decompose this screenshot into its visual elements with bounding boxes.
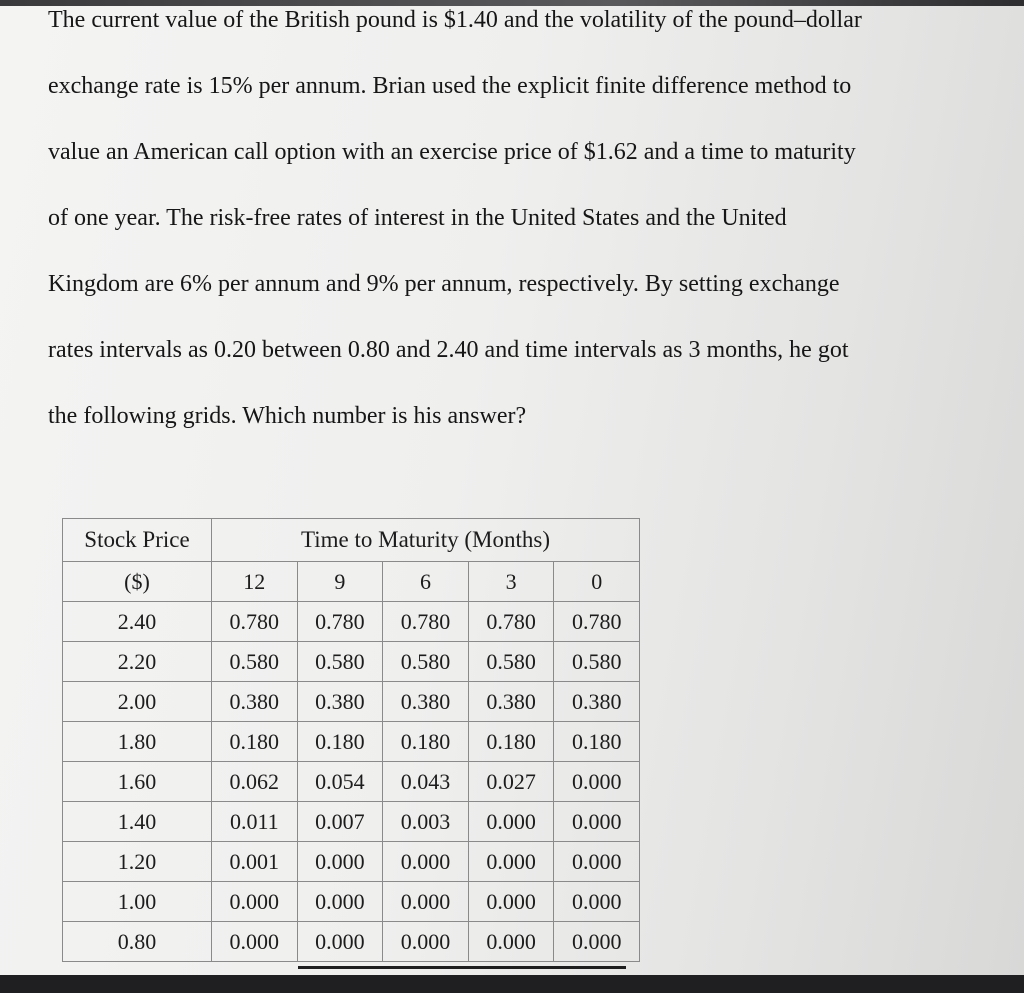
column-header: 0 xyxy=(554,562,640,602)
column-header: 12 xyxy=(212,562,298,602)
table-cell: 0.000 xyxy=(383,922,469,962)
table-cell: 0.000 xyxy=(297,842,383,882)
table-cell: 0.580 xyxy=(383,642,469,682)
row-price: 1.60 xyxy=(63,762,212,802)
table-cell: 0.580 xyxy=(297,642,383,682)
corner-label: Stock Price xyxy=(63,519,212,562)
table-cell: 0.000 xyxy=(468,922,554,962)
finite-difference-grid xyxy=(62,518,640,962)
table-row xyxy=(63,722,640,762)
table-cell: 0.180 xyxy=(554,722,640,762)
table-cell: 0.000 xyxy=(468,802,554,842)
row-price: 1.20 xyxy=(63,842,212,882)
question-line: exchange rate is 15% per annum. Brian used the explicit finite difference method to xyxy=(48,73,852,99)
table-row xyxy=(63,842,640,882)
question-line: of one year. The risk-free rates of interest in the United States and the United xyxy=(48,205,787,231)
table-row xyxy=(63,802,640,842)
table-cell: 0.780 xyxy=(554,602,640,642)
table-cell: 0.780 xyxy=(212,602,298,642)
table-cell: 0.000 xyxy=(212,922,298,962)
table-cell: 0.000 xyxy=(212,882,298,922)
row-price: 1.00 xyxy=(63,882,212,922)
question-line: rates intervals as 0.20 between 0.80 and 2.40 and time intervals as 3 months, he got xyxy=(48,337,849,363)
table-cell: 0.043 xyxy=(383,762,469,802)
table-cell: 0.000 xyxy=(554,802,640,842)
table-cell: 0.380 xyxy=(468,682,554,722)
question-line: Kingdom are 6% per annum and 9% per annum, respectively. By setting exchange xyxy=(48,271,840,297)
table-cell: 0.580 xyxy=(212,642,298,682)
column-header: 9 xyxy=(297,562,383,602)
table-cell: 0.180 xyxy=(383,722,469,762)
table-cell: 0.000 xyxy=(383,882,469,922)
table-cell: 0.000 xyxy=(383,842,469,882)
table-row xyxy=(63,922,640,962)
table-row xyxy=(63,602,640,642)
table-cell: 0.000 xyxy=(297,882,383,922)
table-cell: 0.000 xyxy=(468,842,554,882)
table-cell: 0.062 xyxy=(212,762,298,802)
table-cell: 0.580 xyxy=(554,642,640,682)
table-cell: 0.000 xyxy=(554,762,640,802)
row-price: 2.20 xyxy=(63,642,212,682)
table-cell: 0.003 xyxy=(383,802,469,842)
row-price: 2.40 xyxy=(63,602,212,642)
grid-table xyxy=(62,518,640,962)
table-cell: 0.780 xyxy=(468,602,554,642)
table-subheader-row xyxy=(63,562,640,602)
question-line: The current value of the British pound is $1.40 and the volatility of the pound–dollar xyxy=(48,7,862,33)
table-cell: 0.000 xyxy=(554,922,640,962)
question-line: the following grids. Which number is his answer? xyxy=(48,403,527,429)
table-cell: 0.380 xyxy=(383,682,469,722)
table-cell: 0.780 xyxy=(383,602,469,642)
table-cell: 0.027 xyxy=(468,762,554,802)
table-cell: 0.180 xyxy=(468,722,554,762)
time-header: Time to Maturity (Months) xyxy=(212,519,640,562)
table-cell: 0.380 xyxy=(297,682,383,722)
row-price: 1.40 xyxy=(63,802,212,842)
table-cell: 0.000 xyxy=(468,882,554,922)
table-row xyxy=(63,882,640,922)
table-cell: 0.007 xyxy=(297,802,383,842)
table-cell: 0.001 xyxy=(212,842,298,882)
table-cell: 0.180 xyxy=(297,722,383,762)
table-row xyxy=(63,642,640,682)
table-cell: 0.000 xyxy=(297,922,383,962)
column-header: 3 xyxy=(468,562,554,602)
column-header: 6 xyxy=(383,562,469,602)
table-cell: 0.011 xyxy=(212,802,298,842)
table-header-row xyxy=(63,519,640,562)
table-cell: 0.000 xyxy=(554,882,640,922)
divider-bar xyxy=(298,966,626,969)
table-cell: 0.380 xyxy=(554,682,640,722)
table-row xyxy=(63,682,640,722)
table-cell: 0.054 xyxy=(297,762,383,802)
row-price: 1.80 xyxy=(63,722,212,762)
screen-bezel xyxy=(0,975,1024,993)
table-cell: 0.000 xyxy=(554,842,640,882)
table-cell: 0.180 xyxy=(212,722,298,762)
table-cell: 0.580 xyxy=(468,642,554,682)
row-price: 0.80 xyxy=(63,922,212,962)
question-text xyxy=(48,6,1008,468)
row-price: 2.00 xyxy=(63,682,212,722)
table-cell: 0.380 xyxy=(212,682,298,722)
table-cell: 0.780 xyxy=(297,602,383,642)
question-line: value an American call option with an exercise price of $1.62 and a time to maturity xyxy=(48,139,856,165)
price-unit: ($) xyxy=(63,562,212,602)
table-row xyxy=(63,762,640,802)
